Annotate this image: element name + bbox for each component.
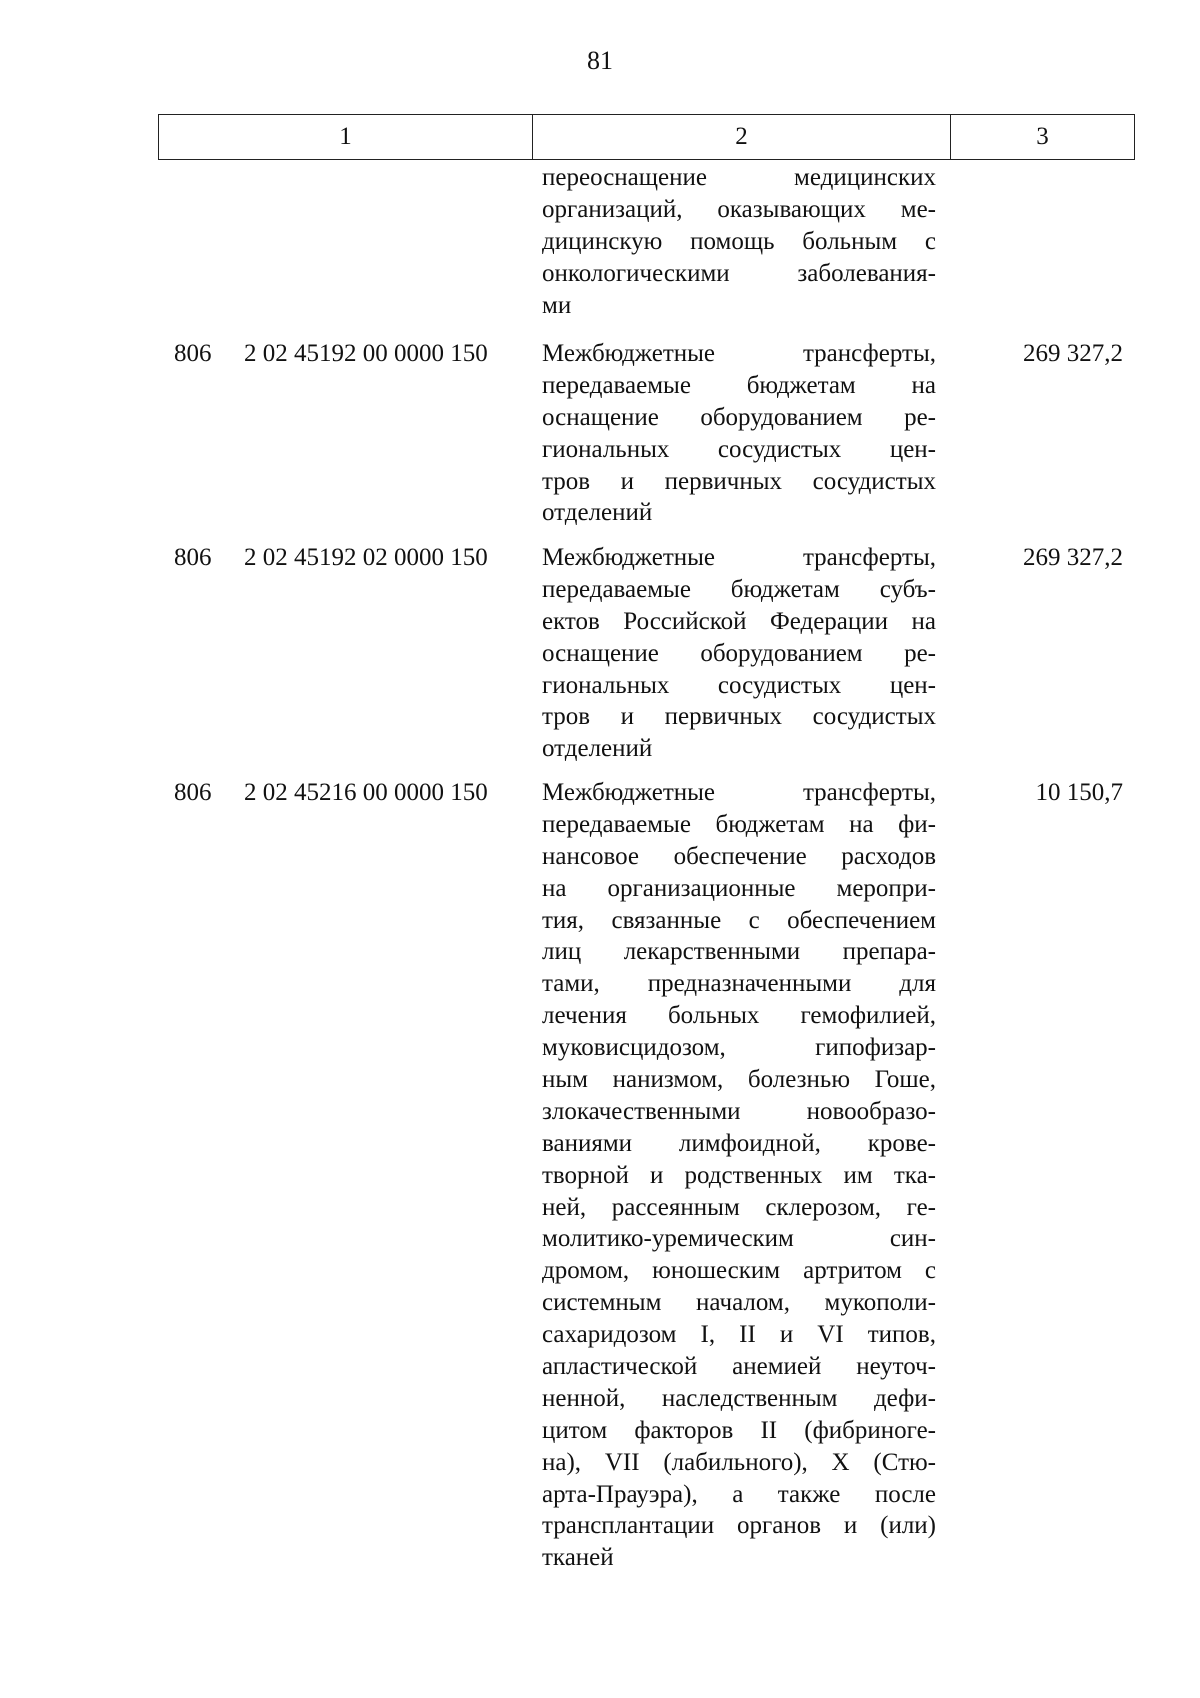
description-line: Межбюджетные трансферты, <box>542 340 936 367</box>
description-line: творной и родственных им тка- <box>542 1161 936 1189</box>
description-line: ми <box>542 291 572 319</box>
description-line: ненной, наследственным дефи- <box>542 1384 936 1412</box>
description-line: переоснащение медицинских <box>542 164 936 191</box>
description-line: лечения больных гемофилией, <box>542 1002 936 1030</box>
description-line: на), VII (лабильного), X (Стю- <box>542 1448 936 1476</box>
row-description <box>542 338 936 529</box>
description-line: ектов Российской Федерации на <box>542 607 936 635</box>
description-line: отделений <box>542 735 653 763</box>
description-line: тами, предназначенными для <box>542 970 936 998</box>
description-line: оснащение оборудованием ре- <box>542 639 936 667</box>
description-line: лиц лекарственными препара- <box>542 938 936 966</box>
row-admin-code: 806 <box>174 340 212 367</box>
description-line: гиональных сосудистых цен- <box>542 671 936 699</box>
description-line: организаций, оказывающих ме- <box>542 195 936 223</box>
description-line: на организационные меропри- <box>542 874 936 902</box>
row-admin-code: 806 <box>174 779 212 806</box>
row-amount: 269 327,2 <box>1023 340 1123 367</box>
row-description <box>542 542 936 765</box>
row-description <box>542 777 936 1574</box>
header-col-1: 1 <box>159 115 533 160</box>
description-line: гиональных сосудистых цен- <box>542 435 936 463</box>
row-amount: 269 327,2 <box>1023 544 1123 571</box>
description-line: тров и первичных сосудистых <box>542 703 936 731</box>
description-line: апластической анемией неуточ- <box>542 1353 936 1381</box>
description-line: отделений <box>542 499 653 527</box>
description-line: муковисцидозом, гипофизар- <box>542 1034 936 1062</box>
description-line: системным началом, мукополи- <box>542 1289 936 1317</box>
page-number: 81 <box>587 46 613 75</box>
header-col-3: 3 <box>951 115 1135 160</box>
description-line: арта-Прауэра), а также после <box>542 1480 936 1508</box>
description-line: Межбюджетные трансферты, <box>542 544 936 571</box>
row-amount: 10 150,7 <box>1035 779 1123 806</box>
description-line: ваниями лимфоидной, крове- <box>542 1129 936 1157</box>
header-col-2: 2 <box>533 115 951 160</box>
row-budget-code: 2 02 45192 02 0000 150 <box>244 544 488 571</box>
description-line: онкологическими заболевания- <box>542 259 936 287</box>
description-line: злокачественными новообразо- <box>542 1097 936 1125</box>
description-line: нансовое обеспечение расходов <box>542 842 936 870</box>
description-line: передаваемые бюджетам субъ- <box>542 575 936 603</box>
description-line: молитико-уремическим син- <box>542 1225 936 1253</box>
description-line: передаваемые бюджетам на <box>542 371 936 399</box>
description-line: ным нанизмом, болезнью Гоше, <box>542 1066 936 1094</box>
description-line: сахаридозом I, II и VI типов, <box>542 1321 936 1349</box>
description-line: дромом, юношеским артритом с <box>542 1257 936 1285</box>
table-header <box>158 114 1135 160</box>
description-line: цитом факторов II (фибриноге- <box>542 1416 936 1444</box>
row-budget-code: 2 02 45216 00 0000 150 <box>244 779 488 806</box>
description-line: ней, рассеянным склерозом, ге- <box>542 1193 936 1221</box>
description-line: трансплантации органов и (или) <box>542 1512 936 1540</box>
description-line: оснащение оборудованием ре- <box>542 403 936 431</box>
row-budget-code: 2 02 45192 00 0000 150 <box>244 340 488 367</box>
description-line: передаваемые бюджетам на фи- <box>542 810 936 838</box>
continued-description <box>542 162 936 321</box>
description-line: Межбюджетные трансферты, <box>542 779 936 806</box>
description-line: дицинскую помощь больным с <box>542 227 936 255</box>
description-line: тров и первичных сосудистых <box>542 467 936 495</box>
description-line: тия, связанные с обеспечением <box>542 906 936 934</box>
description-line: тканей <box>542 1544 614 1572</box>
row-admin-code: 806 <box>174 544 212 571</box>
